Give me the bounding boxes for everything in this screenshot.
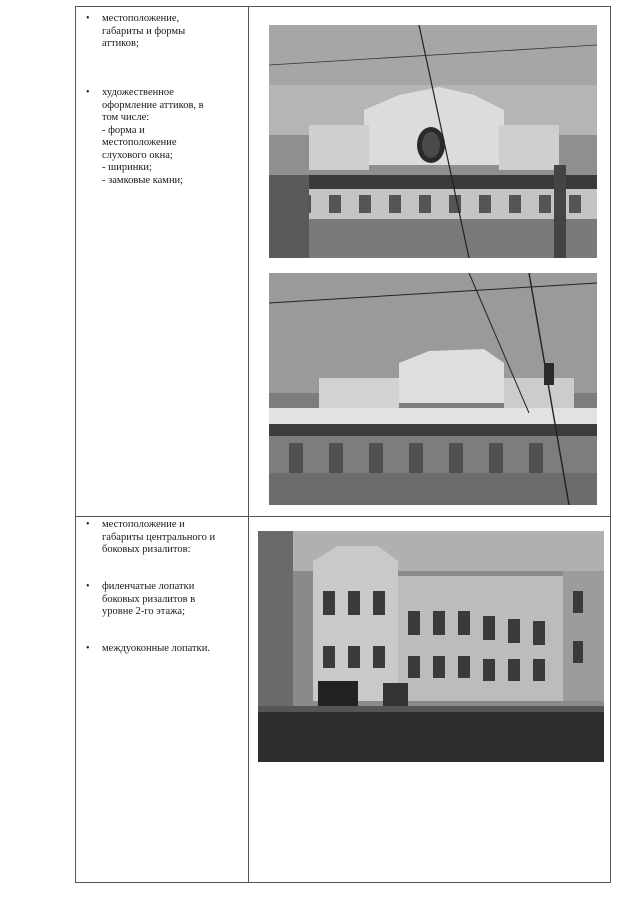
facade-photo [258, 531, 604, 762]
list-item-text: междуоконные лопатки. [102, 643, 210, 654]
bullet: • [86, 87, 90, 98]
attic-photo-1 [269, 25, 597, 258]
bullet: • [86, 643, 90, 654]
attic-photo-2 [269, 273, 597, 505]
list-item-text: местоположение, габариты и формы аттиков; [102, 13, 186, 49]
list-item [86, 643, 210, 656]
list-item-text: филенчатые лопатки боковых ризалитов в уровне 2-го этажа; [102, 581, 196, 617]
column-divider [248, 7, 249, 882]
list-item [86, 519, 215, 557]
row-divider [76, 516, 610, 517]
bullet: • [86, 519, 90, 530]
bullet: • [86, 581, 90, 592]
list-item [86, 581, 195, 619]
list-item [86, 13, 185, 51]
bullet: • [86, 13, 90, 24]
list-item-text: местоположение и габариты центрального и боковых ризалитов: [102, 519, 216, 555]
list-item-text: художественное оформление аттиков, в том числе: - форма и местоположение слухового окна; - ширинки; - замковые камни; [102, 87, 204, 186]
protected-features-table [75, 6, 611, 883]
list-item [86, 87, 204, 187]
